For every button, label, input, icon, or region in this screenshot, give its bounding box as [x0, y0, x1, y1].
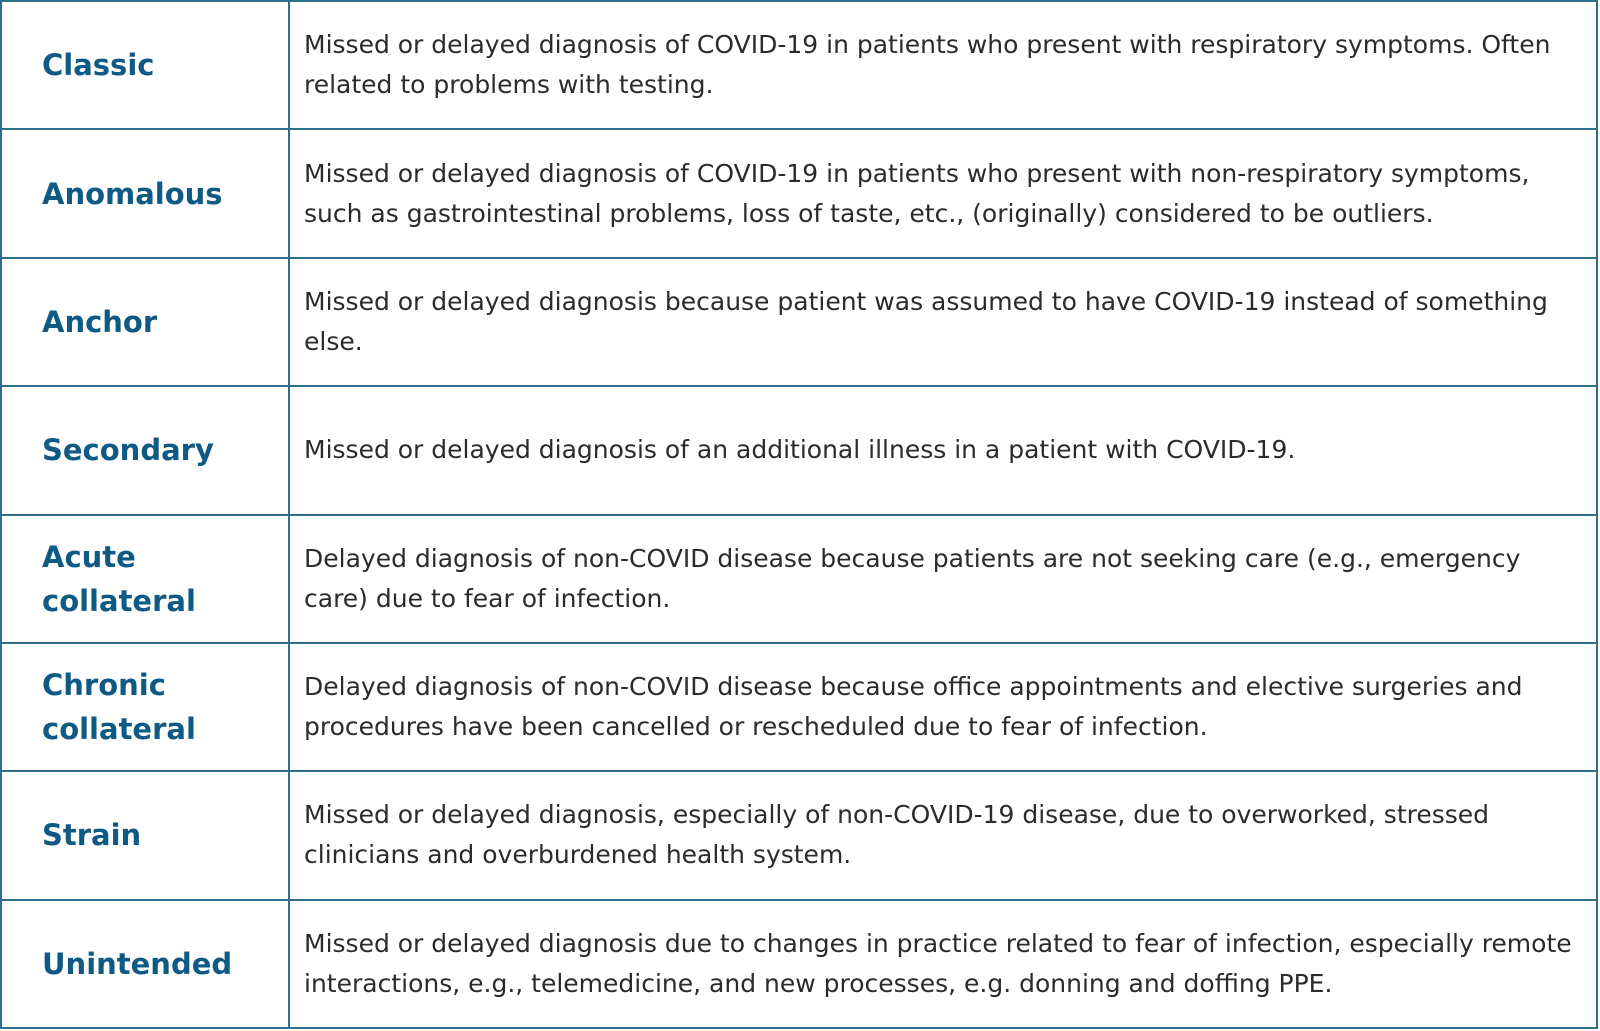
- definition-cell: Missed or delayed diagnosis due to changes in practice related to fear of infection, especially remote interactions, e.g., telemedicine, and new processes, e.g. donning and doffing PPE.: [289, 900, 1597, 1028]
- term-cell: Chronic collateral: [1, 643, 289, 771]
- term-cell: Classic: [1, 1, 289, 129]
- table-row: [1, 386, 1597, 514]
- term-cell: Unintended: [1, 900, 289, 1028]
- definition-cell: Missed or delayed diagnosis because patient was assumed to have COVID-19 instead of something else.: [289, 258, 1597, 386]
- definition-cell: Missed or delayed diagnosis of an additional illness in a patient with COVID-19.: [289, 386, 1597, 514]
- table-row: [1, 129, 1597, 257]
- definition-cell: Delayed diagnosis of non-COVID disease because office appointments and elective surgeries and procedures have been cancelled or rescheduled due to fear of infection.: [289, 643, 1597, 771]
- definition-cell: Missed or delayed diagnosis of COVID-19 in patients who present with non-respiratory symptoms, such as gastrointestinal problems, loss of taste, etc., (originally) considered to be outliers.: [289, 129, 1597, 257]
- table-row: [1, 643, 1597, 771]
- table-row: [1, 771, 1597, 899]
- definition-cell: Delayed diagnosis of non-COVID disease because patients are not seeking care (e.g., emergency care) due to fear of infection.: [289, 515, 1597, 643]
- table-row: [1, 515, 1597, 643]
- table-row: [1, 258, 1597, 386]
- definition-cell: Missed or delayed diagnosis, especially of non-COVID-19 disease, due to overworked, stressed clinicians and overburdened health system.: [289, 771, 1597, 899]
- table-row: [1, 900, 1597, 1028]
- term-cell: Strain: [1, 771, 289, 899]
- definition-cell: Missed or delayed diagnosis of COVID-19 in patients who present with respiratory symptoms. Often related to problems with testing.: [289, 1, 1597, 129]
- term-cell: Secondary: [1, 386, 289, 514]
- term-cell: Acute collateral: [1, 515, 289, 643]
- table-row: [1, 1, 1597, 129]
- term-cell: Anchor: [1, 258, 289, 386]
- term-cell: Anomalous: [1, 129, 289, 257]
